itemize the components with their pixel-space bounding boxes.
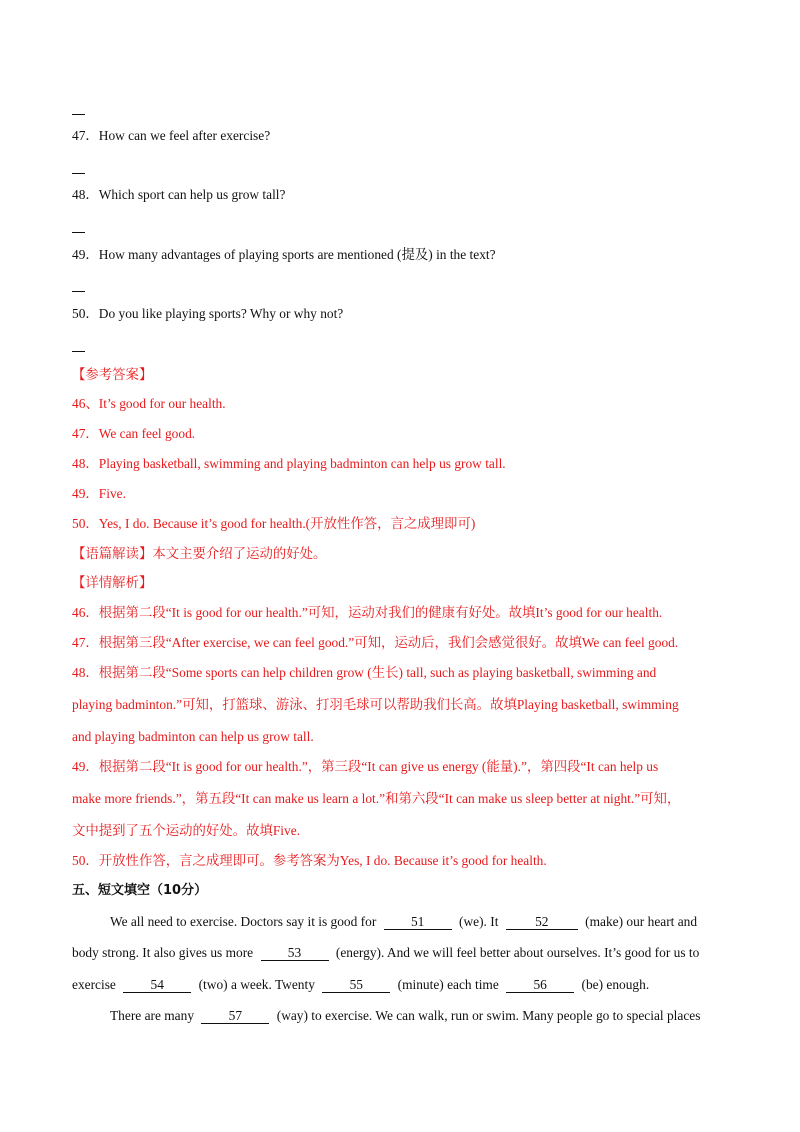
answer-47: 47．We can feel good. [72,426,196,441]
answer-46: 46、It’s good for our health. [72,396,226,411]
answer-49: 49．Five. [72,486,126,501]
detail-47: 47．根据第三段“After exercise, we can feel good.”可知，运动后，我们会感觉很好。故填We can feel good. [72,635,679,650]
cloze-text: (energy). And we will feel better about ourselves. It’s good for us to [335,945,700,960]
cloze-blank-57[interactable]: 57 [201,1008,269,1024]
cloze-text: There are many [110,1008,195,1023]
answer-header: 【参考答案】 [72,367,153,382]
answer-50: 50．Yes, I do. Because it’s good for health.(开放性作答，言之成理即可) [72,516,476,531]
cloze-blank-56[interactable]: 56 [506,977,574,993]
cloze-blank-55[interactable]: 55 [322,977,390,993]
detail-header: 【详情解析】 [72,575,153,590]
cloze-text: (two) a week. Twenty [198,977,315,992]
cloze-blank-52[interactable]: 52 [506,914,578,930]
cloze-line-1 [110,913,728,931]
detail-46: 46．根据第二段“It is good for our health.”可知，运动对我们的健康有好处。故填It’s good for our health. [72,605,663,620]
answer-blank-line [72,351,85,352]
cloze-text: (minute) each time [397,977,499,992]
cloze-line-4 [110,1007,728,1025]
cloze-blank-53[interactable]: 53 [261,945,329,961]
question-50: 50．Do you like playing sports? Why or why not? [72,306,344,321]
cloze-text: (way) to exercise. We can walk, run or swim. Many people go to special places [276,1008,701,1023]
detail-49-line1: 49．根据第二段“It is good for our health.”，第三段“It can give us energy (能量).”，第四段“It can help us [72,759,659,774]
cloze-line-2 [72,944,728,962]
detail-48-line2: playing badminton.”可知，打篮球、游泳、打羽毛球可以帮助我们长高。故填Playing basketball, swimming [72,697,679,712]
cloze-text: exercise [72,977,116,992]
cloze-line-3 [72,976,728,994]
question-49: 49．How many advantages of playing sports are mentioned (提及) in the text? [72,247,496,262]
cloze-text: body strong. It also gives us more [72,945,254,960]
answer-blank-line [72,114,85,115]
detail-49-line2: make more friends.”，第五段“It can make us learn a lot.”和第六段“It can make us sleep better at night.”可知， [72,791,681,806]
detail-48-line1: 48．根据第二段“Some sports can help children grow (生长) tall, such as playing basketball, swimming and [72,665,657,680]
detail-48-line3: and playing badminton can help us grow tall. [72,729,314,744]
answer-blank-line [72,291,85,292]
cloze-text: (be) enough. [581,977,650,992]
cloze-blank-51[interactable]: 51 [384,914,452,930]
section-title: 五、短文填空（10分） [72,883,208,898]
answer-48: 48．Playing basketball, swimming and playing badminton can help us grow tall. [72,456,506,471]
question-48: 48．Which sport can help us grow tall? [72,187,286,202]
answer-blank-line [72,232,85,233]
detail-49-line3: 文中提到了五个运动的好处。故填Five. [72,823,301,838]
cloze-text: (make) our heart and [585,914,698,929]
detail-50: 50．开放性作答，言之成理即可。参考答案为Yes, I do. Because it’s good for health. [72,853,547,868]
cloze-text: (we). It [459,914,499,929]
passage-reading: 【语篇解读】本文主要介绍了运动的好处。 [72,546,327,561]
question-47: 47．How can we feel after exercise? [72,128,271,143]
cloze-blank-54[interactable]: 54 [123,977,191,993]
answer-blank-line [72,173,85,174]
cloze-text: We all need to exercise. Doctors say it is good for [110,914,377,929]
